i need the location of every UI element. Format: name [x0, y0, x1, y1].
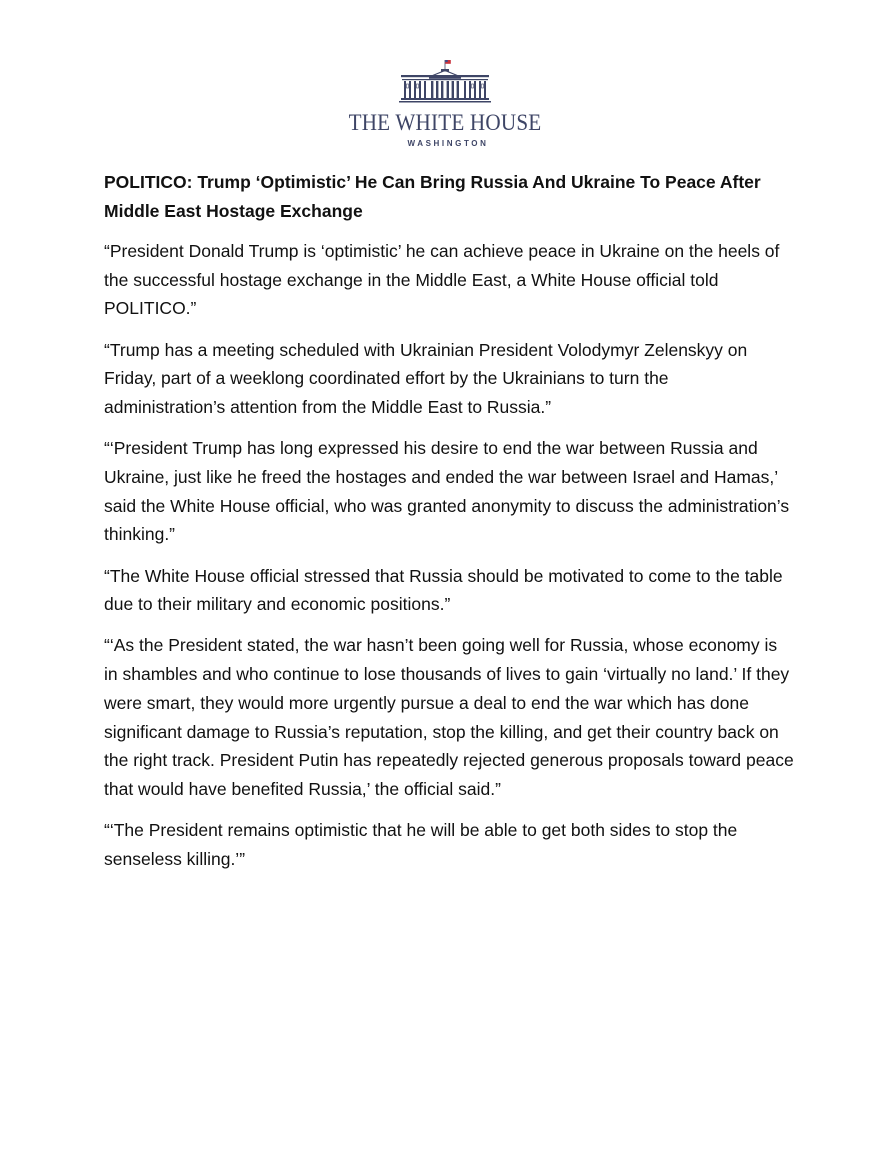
- letterhead: [0, 58, 890, 148]
- article-headline: POLITICO: Trump ‘Optimistic’ He Can Bring Russia And Ukraine To Peace After Middle East Hostage Exchange: [104, 172, 761, 221]
- article-paragraph: “The White House official stressed that Russia should be motivated to come to the table due to their military and economic positions.”: [104, 565, 783, 615]
- article-paragraph: “President Donald Trump is ‘optimistic’ he can achieve peace in Ukraine on the heels of the successful hostage exchange in the Middle East, a White House official told POLITICO.”: [104, 241, 780, 319]
- brand-subtitle: WASHINGTON: [407, 139, 489, 148]
- article-paragraph: “Trump has a meeting scheduled with Ukrainian President Volodymyr Zelenskyy on Friday, part of a weeklong coordinated effort by the Ukrainians to turn the administration’s attention from the Middle East to Russia.”: [104, 339, 748, 418]
- article-paragraph: “‘As the President stated, the war hasn’t been going well for Russia, whose economy is in shambles and who continue to lose thousands of lives to gain ‘virtually no land.’ If they were smart, they would more urgently pursue a deal to end the war which has done significant damage to Russia’s reputation, stop the killing, and get their country back on the right track. President Putin has repeatedly rejected generous proposals toward peace that would have benefited Russia,’ the official said.”: [104, 635, 794, 799]
- article-paragraph: “‘President Trump has long expressed his desire to end the war between Russia and Ukraine, just like he freed the hostages and ended the war between Israel and Hamas,’ said the White House official, who was granted anonymity to discuss the administration’s thinking.”: [104, 438, 790, 545]
- article-paragraph: “‘The President remains optimistic that he will be able to get both sides to stop the senseless killing.’”: [104, 820, 738, 869]
- white-house-building-icon: [399, 58, 491, 104]
- article-body: [104, 168, 794, 886]
- brand-name: THE WHITE HOUSE: [348, 110, 542, 135]
